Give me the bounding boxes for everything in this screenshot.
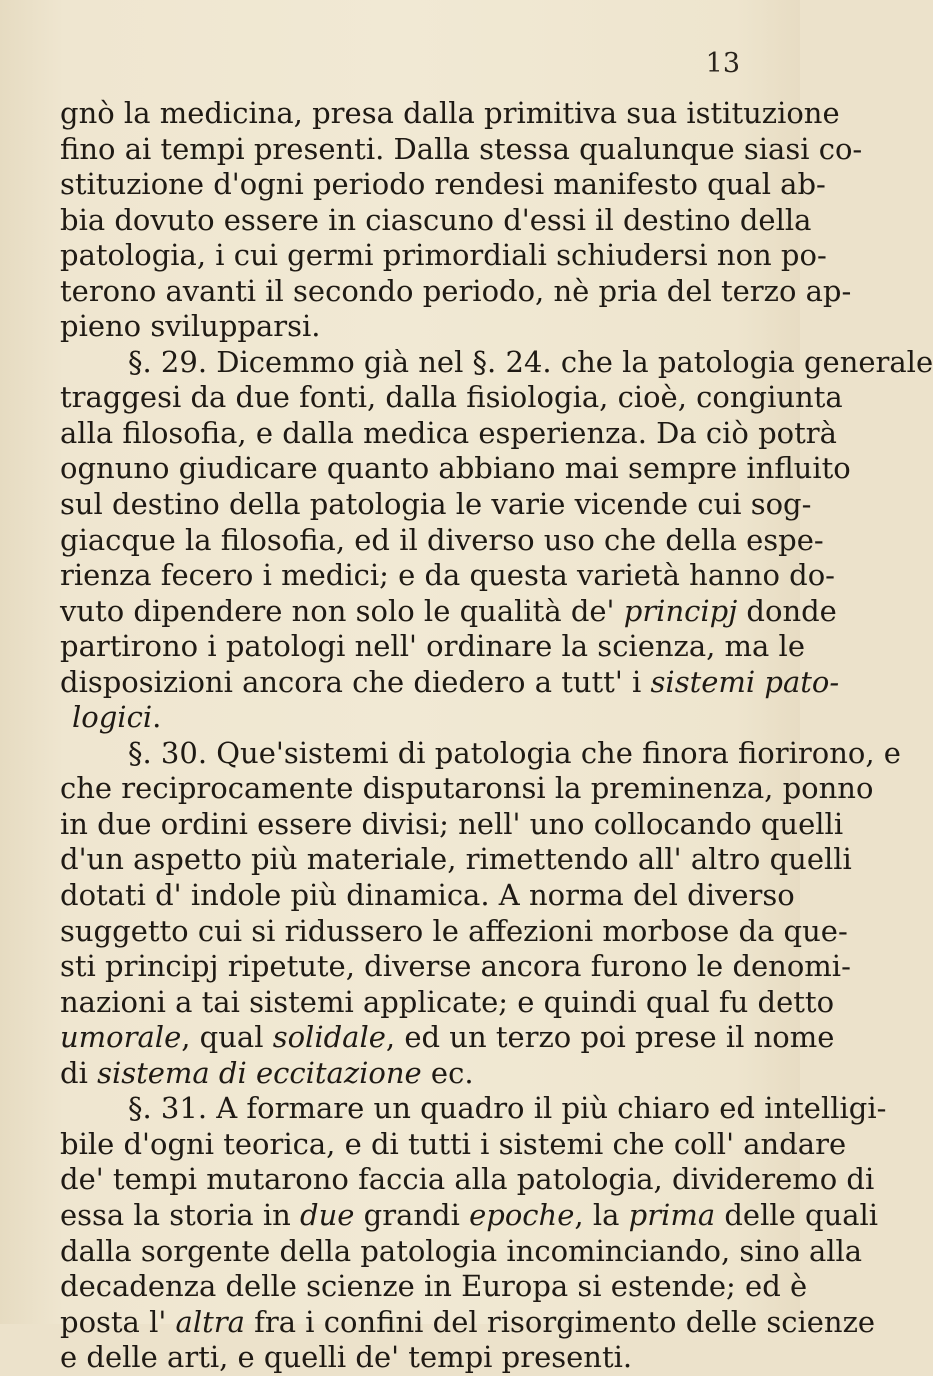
text-line: decadenza delle scienze in Europa si estende; ed è xyxy=(60,1269,808,1304)
text-line: rienza fecero i medici; e da questa varietà hanno do- xyxy=(60,558,835,593)
text-line: d'un aspetto più materiale, rimettendo all' altro quelli xyxy=(60,842,852,877)
text-line: e delle arti, e quelli de' tempi presenti. xyxy=(60,1340,633,1375)
text-line: essa la storia in due grandi epoche, la prima delle quali xyxy=(60,1197,879,1232)
text-line: umorale, qual solidale, ed un terzo poi prese il nome xyxy=(60,1020,835,1055)
text-line: sti principj ripetute, diverse ancora furono le denomi- xyxy=(60,949,851,984)
text-line: sul destino della patologia le varie vicende cui sog- xyxy=(60,487,812,522)
text-line: ognuno giudicare quanto abbiano mai sempre influito xyxy=(60,451,851,486)
text-line: patologia, i cui germi primordiali schiudersi non po- xyxy=(60,238,827,273)
text-line: traggesi da due fonti, dalla fisiologia, cioè, congiunta xyxy=(60,380,843,415)
text-line: logici. xyxy=(72,700,162,735)
text-line: partirono i patologi nell' ordinare la scienza, ma le xyxy=(60,629,805,664)
text-line: bia dovuto essere in ciascuno d'essi il destino della xyxy=(60,202,812,237)
text-line: de' tempi mutarono faccia alla patologia, divideremo di xyxy=(60,1162,875,1197)
page-number: 13 xyxy=(705,48,740,79)
text-line: disposizioni ancora che diedero a tutt' i sistemi pato- xyxy=(60,664,840,699)
text-line: che reciprocamente disputaronsi la preminenza, ponno xyxy=(60,771,874,806)
paragraph-30-start: §. 30. Que'sistemi di patologia che finora fiorirono, e xyxy=(128,735,901,770)
text-line: bile d'ogni teorica, e di tutti i sistemi che coll' andare xyxy=(60,1126,847,1161)
text-line: fino ai tempi presenti. Dalla stessa qualunque siasi co- xyxy=(60,131,863,166)
body-text xyxy=(60,96,933,1376)
text-line: dotati d' indole più dinamica. A norma del diverso xyxy=(60,878,795,913)
text-line: gnò la medicina, presa dalla primitiva sua istituzione xyxy=(60,96,840,130)
text-line: terono avanti il secondo periodo, nè pria del terzo ap- xyxy=(60,273,852,308)
text-line: in due ordini essere divisi; nell' uno collocando quelli xyxy=(60,806,844,841)
text-line: pieno svilupparsi. xyxy=(60,309,321,344)
text-line: di sistema di eccitazione ec. xyxy=(60,1055,474,1090)
paragraph-31-start: §. 31. A formare un quadro il più chiaro ed intelligi- xyxy=(128,1091,887,1126)
text-line: posta l' altra fra i confini del risorgimento delle scienze xyxy=(60,1304,876,1339)
text-line: vuto dipendere non solo le qualità de' principj donde xyxy=(60,593,837,628)
text-line: giacque la filosofia, ed il diverso uso che della espe- xyxy=(60,522,824,557)
text-line: nazioni a tai sistemi applicate; e quindi qual fu detto xyxy=(60,984,835,1019)
text-line: dalla sorgente della patologia incominciando, sino alla xyxy=(60,1233,863,1268)
text-line: stituzione d'ogni periodo rendesi manifesto qual ab- xyxy=(60,167,826,202)
paragraph-29-start: §. 29. Dicemmo già nel §. 24. che la patologia generale xyxy=(128,344,933,379)
text-line: suggetto cui si ridussero le affezioni morbose da que- xyxy=(60,913,848,948)
text-line: alla filosofia, e dalla medica esperienza. Da ciò potrà xyxy=(60,415,837,450)
